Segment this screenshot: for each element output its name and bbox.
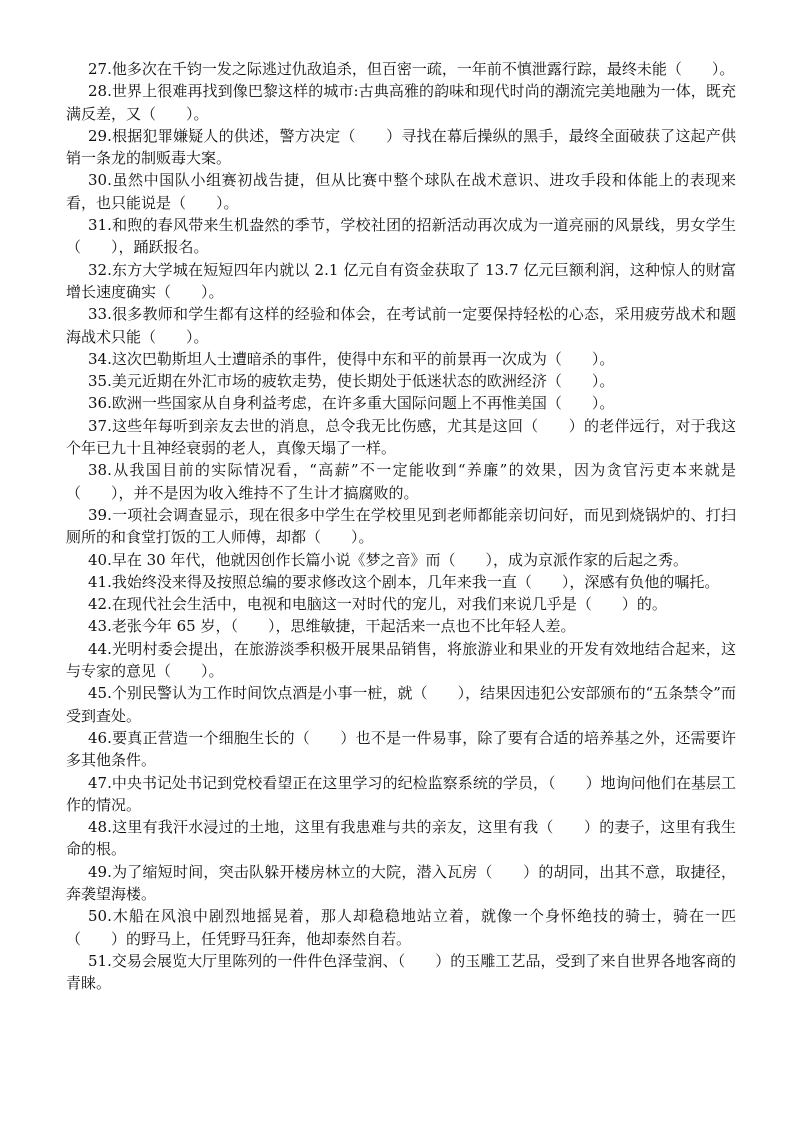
question-42: 42.在现代社会生活中，电视和电脑这一对时代的宠儿，对我们来说几乎是（ ）的。 [88, 595, 667, 614]
question-37: 37.这些年每听到亲友去世的消息，总令我无比伤感，尤其是这回（ ）的老伴远行，对于我这个年已九十且神经衰弱的老人，真像天塌了一样。 [66, 416, 736, 458]
question-30: 30.虽然中国队小组赛初战告捷，但从比赛中整个球队在战术意识、进攻手段和体能上的表现来看，也只能说是（ ）。 [66, 171, 736, 212]
question-36: 36.欧洲一些国家从自身利益考虑，在许多重大国际问题上不再惟美国（ ）。 [88, 394, 615, 413]
question-45: 45.个别民警认为工作时间饮点酒是小事一桩，就（ ），结果因违犯公安部颁布的“五条禁令”而受到查处。 [66, 684, 736, 725]
question-50: 50.木船在风浪中剧烈地摇晃着，那人却稳稳地站立着，就像一个身怀绝技的骑士，骑在一匹（ ）的野马上，任凭野马狂奔，他却泰然自若。 [66, 907, 736, 948]
question-44: 44.光明村委会提出，在旅游淡季积极开展果品销售，将旅游业和果业的开发有效地结合起来，这与专家的意见（ ）。 [66, 639, 736, 681]
question-34: 34.这次巴勒斯坦人士遭暗杀的事件，使得中东和平的前景再一次成为（ ）。 [88, 349, 615, 368]
question-38: 38.从我国目前的实际情况看，“高薪”不一定能收到“养廉”的效果，因为贪官污吏本来就是（ ），并不是因为收入维持不了生计才搞腐败的。 [66, 461, 736, 502]
question-39: 39.一项社会调查显示，现在很多中学生在学校里见到老师都能亲切问好，而见到烧锅炉的、打扫厕所的和食堂打饭的工人师傅，却都（ ）。 [66, 505, 736, 547]
question-35: 35.美元近期在外汇市场的疲软走势，使长期处于低迷状态的欧洲经济（ ）。 [88, 372, 615, 391]
question-32: 32.东方大学城在短短四年内就以 2.1 亿元自有资金获取了 13.7 亿元巨额利润，这种惊人的财富增长速度确实（ ）。 [66, 260, 736, 301]
question-list [66, 58, 736, 994]
question-47: 47.中央书记处书记到党校看望正在这里学习的纪检监察系统的学员，（ ）地询问他们在基层工作的情况。 [66, 773, 736, 814]
question-27: 27.他多次在千钧一发之际逃过仇敌追杀，但百密一疏，一年前不慎泄露行踪，最终未能（ ）。 [88, 60, 735, 78]
question-43: 43.老张今年 65 岁，（ ），思维敏捷，干起活来一点也不比年轻人差。 [88, 617, 576, 636]
question-40: 40.早在 30 年代，他就因创作长篇小说《梦之音》而（ ），成为京派作家的后起之秀。 [88, 550, 688, 569]
question-49: 49.为了缩短时间，突击队躲开楼房林立的大院，潜入瓦房（ ）的胡同，出其不意，取捷径，奔袭望海楼。 [66, 862, 736, 903]
question-31: 31.和煦的春风带来生机盎然的季节，学校社团的招新活动再次成为一道亮丽的风景线，男女学生（ ），踊跃报名。 [66, 216, 736, 257]
question-41: 41.我始终没来得及按照总编的要求修改这个剧本，几年来我一直（ ），深感有负他的嘱托。 [88, 572, 720, 591]
question-29: 29.根据犯罪嫌疑人的供述，警方决定（ ）寻找在幕后操纵的黑手，最终全面破获了这起产供销一条龙的制贩毒大案。 [66, 126, 736, 168]
question-33: 33.很多教师和学生都有这样的经验和体会，在考试前一定要保持轻松的心态，采用疲劳战术和题海战术只能（ ）。 [66, 305, 736, 346]
question-28: 28.世界上很难再找到像巴黎这样的城市:古典高雅的韵味和现代时尚的潮流完美地融为一体，既充满反差，又（ ）。 [66, 82, 736, 123]
question-48: 48.这里有我汗水浸过的土地，这里有我患难与共的亲友，这里有我（ ）的妻子，这里有我生命的根。 [66, 818, 736, 859]
question-46: 46.要真正营造一个细胞生长的（ ）也不是一件易事，除了要有合适的培养基之外，还需要许多其他条件。 [66, 728, 736, 770]
question-51: 51.交易会展览大厅里陈列的一件件色泽莹润、（ ）的玉雕工艺品，受到了来自世界各地客商的青睐。 [66, 951, 736, 993]
